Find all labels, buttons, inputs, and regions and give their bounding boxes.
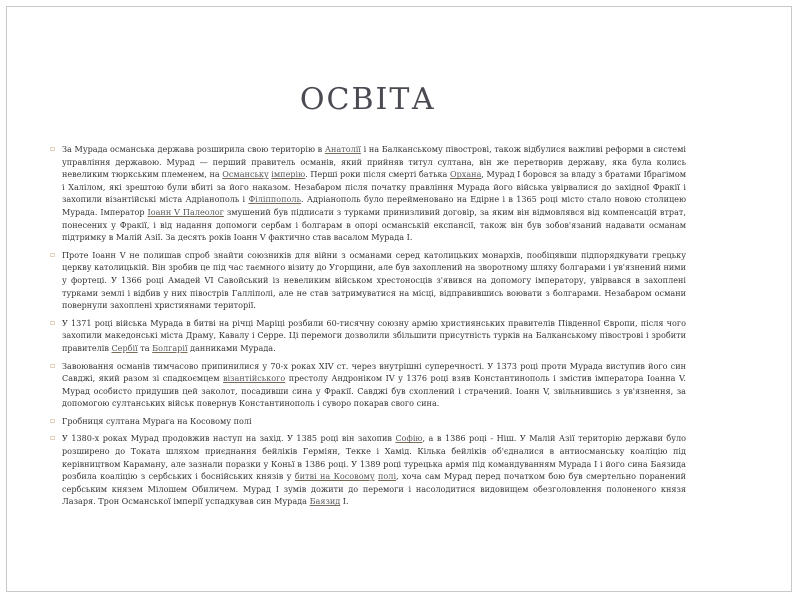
paragraph-text: данниками Мурада. <box>187 342 276 353</box>
paragraph-text: , хоча сам Мурад перед початком бою був смертельно поранений сербським князем Мілошем Обиличем. Мурад I зумів дожити до перемоги і насолодитися видовищем обезголовлення полоненого князя Лазаря. Трон Османської імперії успадкував син Мурада <box>62 471 686 507</box>
paragraph-text: I. <box>340 496 349 507</box>
bullet-marker-icon: ▫ <box>50 249 56 259</box>
bullet-paragraph <box>50 143 686 244</box>
inline-link[interactable]: битві на Косовому <box>294 471 375 482</box>
bullet-marker-icon: ▫ <box>50 433 56 443</box>
paragraph-text: , Мурад I боровся за владу з братами Ібрагімом і Халілом, які зрештою були вбиті за його наказом. Незабаром після початку правління Мурада його війська увірвалися до західної Фракії і захопили візантійські міста Адріанополь і <box>62 169 686 205</box>
bullet-paragraph <box>50 360 686 410</box>
inline-link[interactable]: Філіппополь <box>248 194 301 205</box>
paragraph-text: . Перші роки після смерті батька <box>305 169 450 180</box>
inline-link[interactable]: Баязид <box>309 496 341 507</box>
paragraph-text: та <box>137 342 153 353</box>
inline-link[interactable]: Болгарії <box>152 342 188 353</box>
bullet-paragraph <box>50 249 686 312</box>
inline-link[interactable]: Анатолії <box>324 144 361 154</box>
inline-link[interactable]: полі <box>378 471 397 482</box>
paragraph-text: У 1371 році війська Мурада в битві на річці Маріці розбили 60-тисячну союзну армію християнських правителів Південної Європи, після чого захопили македонські міста Драму, Кавалу і Серре. Ці перемоги дозволили збільшити присутність турків на Балканському півострові і зробити правителів <box>62 317 686 353</box>
paragraph-text: За Мурада османська держава розширила свою територію в <box>62 144 325 154</box>
paragraph-text: престолу Андроніком IV у 1376 році взяв Константинополь і змістив імператора Іоанна V. Мурад особисто придушив цей заколот, посадивши сина у Фракії. Савджі був схоплений і страчений. Іоанн V, звільнившись з ув'язнення, за допомогою султанських військ повернув Константинополь і суворо покарав свого сина. <box>62 373 686 409</box>
inline-link[interactable]: Іоанн V Палеолог <box>147 206 224 217</box>
inline-link[interactable]: Османську <box>222 169 269 180</box>
inline-link[interactable]: візантійського <box>222 373 286 384</box>
inline-link[interactable]: Орхана <box>449 169 482 180</box>
inline-link[interactable]: Сербії <box>111 342 138 353</box>
paragraph-text: Гробниця султана Мурага на Косовому полі <box>62 415 252 426</box>
paragraph-text: змушений був підписати з турками принизливий договір, за яким він відмовлявся від компенсацій втрат, понесених у Фракії, і від надання допомоги сербам і болгарам в опорі османській експансії, також він був зобов'язаний надавати османам підтримку в Малій Азії. За десять років Іоанн V фактично став васалом Мурада I. <box>62 206 686 243</box>
bullet-paragraph <box>50 415 686 428</box>
paragraph-text: , а в 1386 році - Ніш. У Малій Азії територію держави було розширено до Токата шляхом приєднання бейліків Герміян, Текке і Хамід. Кілька бейліків об'єдналися в антиосманську коаліцію під керівництвом Караману, але зазнали поразки у Коньї в 1386 році. У 1389 році турецька армія під командуванням Мурада I і його сина Баязида розбила коаліцію з сербських і боснійських князів у <box>62 433 686 482</box>
bullet-marker-icon: ▫ <box>50 360 56 370</box>
paragraph-text: Проте Іоанн V не полишав спроб знайти союзників для війни з османами серед католицьких монархів, пообіцявши підпорядкувати грецьку церкву католицькій. Він зробив це під час таємного візиту до Угорщини, але був захоплений на зворотному шляху болгарами і ув'язнений ними у фортеці. У 1366 році Амадей VI Савойський із невеликим військом хрестоносців з'явився на допомогу імператору, увірвався в захоплені турками землі і відбив у них півострів Галліполі, але не став затримуватися на місці, відправившись воювати з болгарами. Незабаром османи повернули захоплені християнами території. <box>62 249 686 311</box>
paragraph-text: Завоювання османів тимчасово припинилися у 70-х роках XIV ст. через внутрішні суперечності. У 1373 році проти Мурада виступив його син Савджі, який разом зі спадкоємцем <box>62 360 686 384</box>
inline-link[interactable]: імперію <box>271 169 306 180</box>
bullet-paragraph <box>50 317 686 355</box>
bullet-marker-icon: ▫ <box>50 415 56 425</box>
bullet-marker-icon: ▫ <box>50 317 56 327</box>
inline-link[interactable]: Софію <box>395 433 423 444</box>
paragraph-text: . Адріанополь було перейменовано на Едірне і в 1365 році місто стало новою столицею Мурада. Імператор <box>62 194 686 217</box>
bullet-marker-icon: ▫ <box>50 144 56 153</box>
slide-body <box>50 143 686 513</box>
paragraph-text: У 1380-х роках Мурад продовжив наступ на захід. У 1385 році він захопив <box>62 433 396 444</box>
slide-title: ОСВІТА <box>299 82 437 117</box>
paragraph-text: і на Балканському півострові, також відбулися важливі реформи в системі управління державою. Мурад — перший правитель османів, який прийняв титул султана, він же перетворив державу, яка була колись невеликим тюркським племенем, на <box>62 144 686 180</box>
bullet-paragraph <box>50 432 686 508</box>
